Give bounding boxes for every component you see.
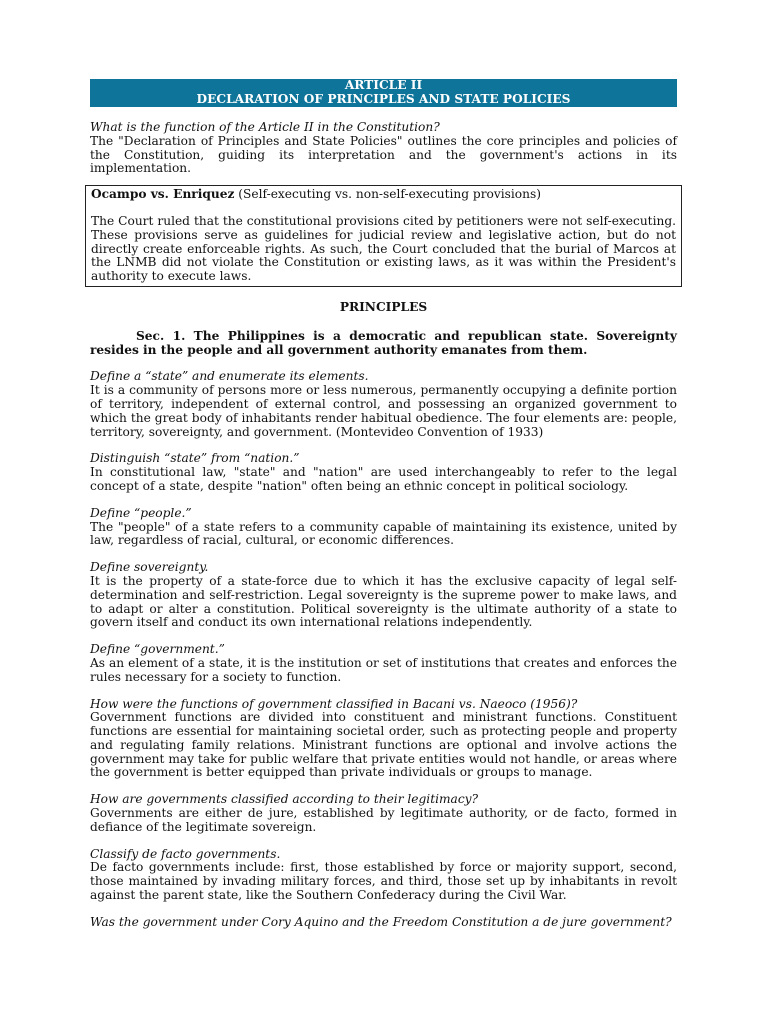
section-title: PRINCIPLES xyxy=(339,299,428,314)
qa-item xyxy=(90,452,677,493)
section-1: Sec. 1. The Philippines is a democratic and republican state. Sovereignty resides in the people and all government authority emanates from them. xyxy=(90,328,677,357)
qa-item xyxy=(90,916,677,930)
qa-question: Classify de facto governments. xyxy=(90,846,281,861)
case-box xyxy=(85,185,682,287)
intro-block xyxy=(90,121,677,176)
article-banner xyxy=(90,79,677,107)
qa-item xyxy=(90,793,677,834)
qa-list xyxy=(90,370,677,929)
qa-item xyxy=(90,370,677,439)
qa-answer: De facto governments include: first, those established by force or majority support, second, those maintained by invading military forces, and third, those set up by inhabitants in revolt against the parent state, like the Southern Confederacy during the Civil War. xyxy=(90,860,677,903)
qa-question: Define “people.” xyxy=(90,505,192,520)
qa-answer: In constitutional law, "state" and "nation" are used interchangeably to refer to the legal concept of a state, despite "nation" often being an ethnic concept in political sociology. xyxy=(90,465,677,493)
article-title: DECLARATION OF PRINCIPLES AND STATE POLICIES xyxy=(196,91,571,106)
qa-item xyxy=(90,848,677,903)
qa-item xyxy=(90,698,677,781)
qa-question: Define sovereignty. xyxy=(90,560,209,575)
qa-question: Distinguish “state” from “nation.” xyxy=(90,451,300,466)
qa-item xyxy=(90,561,677,630)
qa-question: How were the functions of government classified in Bacani vs. Naeoco (1956)? xyxy=(90,696,578,711)
qa-answer: The "people" of a state refers to a community capable of maintaining its existence, united by law, regardless of racial, cultural, or economic differences. xyxy=(90,519,677,548)
qa-answer: It is a community of persons more or less numerous, permanently occupying a definite portion of territory, independent of external control, and possessing an organized government to which the great body of inhabitants render habitual obedience. The four elements are: people, territory, sovereignty, and government. (Montevideo Convention of 1933) xyxy=(90,383,677,439)
case-heading xyxy=(91,188,676,202)
qa-question: Define “government.” xyxy=(90,642,225,657)
qa-question: Define a “state” and enumerate its elements. xyxy=(90,369,369,384)
qa-item xyxy=(90,643,677,684)
qa-question: How are governments classified according to their legitimacy? xyxy=(90,792,479,807)
qa-answer: As an element of a state, it is the institution or set of institutions that creates and enforces the rules necessary for a society to function. xyxy=(90,655,677,684)
document-page xyxy=(90,79,677,930)
intro-question: What is the function of the Article II in the Constitution? xyxy=(90,120,440,134)
intro-answer: The "Declaration of Principles and State Policies" outlines the core principles and policies of the Constitution, guiding its interpretation and the government's actions in its implementation. xyxy=(90,133,677,176)
case-body: The Court ruled that the constitutional provisions cited by petitioners were not self-executing. These provisions serve as guidelines for judicial review and legislative action, but do not directly create enforceable rights. As such, the Court concluded that the burial of Marcos at the LNMB did not violate the Constitution or existing laws, as it was within the President's authority to execute laws. xyxy=(91,213,676,284)
qa-answer: It is the property of a state-force due to which it has the exclusive capacity of legal self-determination and self-restriction. Legal sovereignty is the supreme power to make laws, and to adapt or alter a constitution. Political sovereignty is the ultimate authority of a state to govern itself and conduct its own international relations independently. xyxy=(90,573,677,630)
case-note: (Self-executing vs. non-self-executing provisions) xyxy=(238,187,541,202)
case-name: Ocampo vs. Enriquez xyxy=(91,187,235,202)
qa-answer: Governments are either de jure, established by legitimate authority, or de facto, formed in defiance of the legitimate sovereign. xyxy=(90,806,677,834)
qa-answer: Government functions are divided into constituent and ministrant functions. Constituent functions are essential for maintaining societal order, such as protecting people and property and regulating family relations. Ministrant functions are optional and involve actions the government may take for public welfare that private entities would not handle, or areas where the government is better equipped than private individuals or groups to manage. xyxy=(90,710,677,780)
qa-item xyxy=(90,507,677,548)
qa-question: Was the government under Cory Aquino and the Freedom Constitution a de jure government? xyxy=(90,914,672,929)
article-number: ARTICLE II xyxy=(344,78,423,92)
